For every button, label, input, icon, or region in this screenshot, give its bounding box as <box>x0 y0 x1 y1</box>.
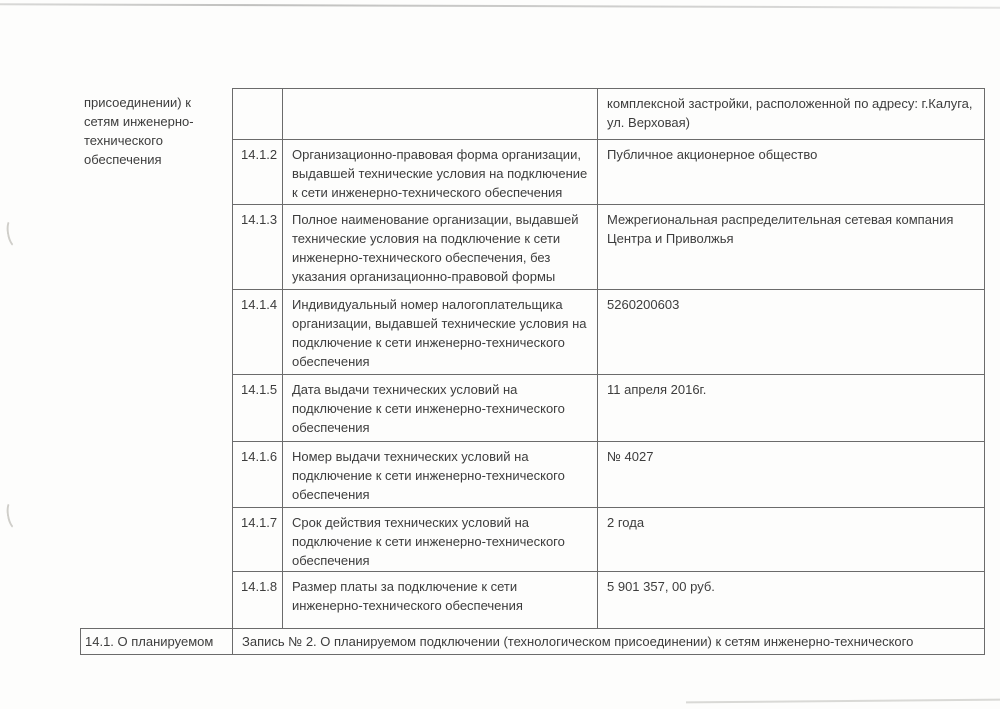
table-row <box>233 572 984 628</box>
row-number-cell: 14.1.5 <box>233 375 283 441</box>
table-row <box>233 375 984 442</box>
row-label-cell: Организационно-правовая форма организации, выдавшей технические условия на подключение к сети инженерно-технического обеспечения <box>283 140 598 204</box>
row-value-cell: Межрегиональная распределительная сетевая компания Центра и Приволжья <box>607 212 954 246</box>
scan-artifact-top-line <box>0 3 1000 9</box>
record-2-heading-cell: Запись № 2. О планируемом подключении (технологическом присоединении) к сетям инженерно-технического <box>242 634 914 649</box>
row-value-cell: 5 901 357, 00 руб. <box>607 579 715 594</box>
section-14-1-rowspan-cell: присоединении) к сетям инженерно-технического обеспечения <box>84 95 194 167</box>
row-label-cell: Номер выдачи технических условий на подключение к сети инженерно-технического обеспечения <box>283 442 598 507</box>
scan-artifact-mark <box>5 499 24 531</box>
row-value-cell: Публичное акционерное общество <box>607 147 818 162</box>
row-value-cell: 2 года <box>607 515 645 530</box>
row-label-cell <box>283 89 598 139</box>
scan-artifact-mark <box>5 217 24 249</box>
row-number-cell <box>233 89 283 139</box>
row-label-cell: Дата выдачи технических условий на подключение к сети инженерно-технического обеспечения <box>283 375 598 441</box>
row-number-cell: 14.1.4 <box>233 290 283 374</box>
table-row <box>233 140 984 205</box>
scan-artifact-bottom-line <box>686 699 1000 704</box>
table-row <box>233 442 984 508</box>
table-body <box>232 88 985 628</box>
row-number-cell: 14.1.2 <box>233 140 283 204</box>
declaration-table <box>80 88 985 655</box>
section-label-cell: 14.1. О планируемом <box>81 629 233 654</box>
table-row-carryover <box>233 89 984 140</box>
row-number-cell: 14.1.8 <box>233 572 283 628</box>
row-value-cell: комплексной застройки, расположенной по адресу: г.Калуга, ул. Верховая) <box>607 96 973 130</box>
row-number-cell: 14.1.6 <box>233 442 283 507</box>
row-number-cell: 14.1.3 <box>233 205 283 289</box>
row-label-cell: Индивидуальный номер налогоплательщика организации, выдавшей технические условия на подключение к сети инженерно-технического обеспечения <box>283 290 598 374</box>
table-row-section-14-1 <box>80 628 985 655</box>
row-value-cell: 11 апреля 2016г. <box>607 382 707 397</box>
table-row <box>233 508 984 572</box>
row-number-cell: 14.1.7 <box>233 508 283 571</box>
row-label-cell: Срок действия технических условий на подключение к сети инженерно-технического обеспечения <box>283 508 598 571</box>
table-row <box>233 290 984 375</box>
row-value-cell: 5260200603 <box>607 297 680 312</box>
row-label-cell: Полное наименование организации, выдавшей технические условия на подключение к сети инженерно-технического обеспечения, без указания организационно-правовой формы <box>283 205 598 289</box>
row-label-cell: Размер платы за подключение к сети инженерно-технического обеспечения <box>283 572 598 628</box>
table-row <box>233 205 984 290</box>
row-value-cell: № 4027 <box>607 449 654 464</box>
